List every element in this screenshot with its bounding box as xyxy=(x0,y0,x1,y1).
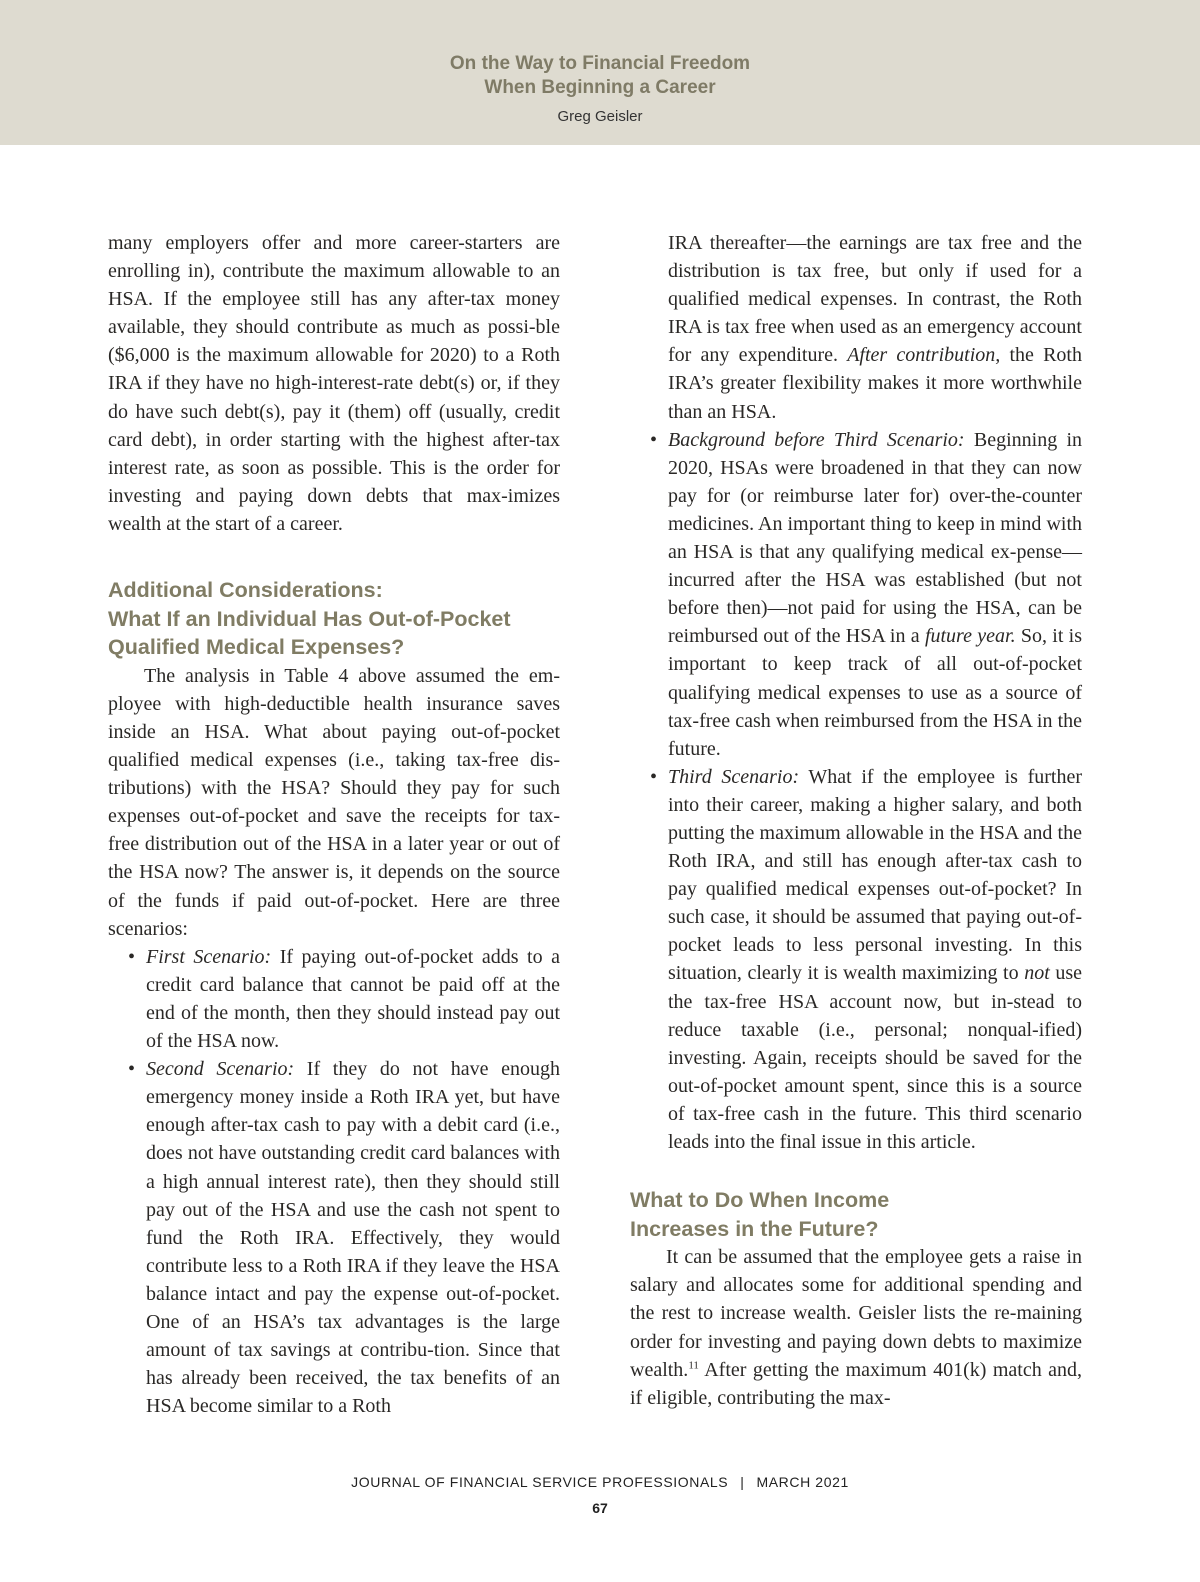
heading-line: Qualified Medical Expenses? xyxy=(108,635,405,660)
heading-line: Additional Considerations: xyxy=(108,578,383,603)
left-column xyxy=(108,229,560,1420)
issue-date: MARCH 2021 xyxy=(756,1474,849,1490)
scenario-text: If they do not have enough emergency money inside a Roth IRA yet, but have enough after-tax cash to pay with a debit card (i.e., does not have outstanding credit card balances with a high annual interest rate), then they should still pay out of the HSA and use the cash not spent to fund the Roth IRA. Effectively, they would contribute less to a Roth IRA if they leave the HSA balance intact and pay the expense out-of-pocket. One of an HSA’s tax advantages is the large amount of tax savings at contribu-tion. Since that has already been received, the tax benefits of an HSA become similar to a Roth xyxy=(146,1058,560,1418)
section-heading-out-of-pocket xyxy=(108,576,560,662)
paragraph-analysis: The analysis in Table 4 above assumed the em-ployee with high-deductible health insurance saves inside an HSA. What about paying out-of-pocket qualified medical expenses (i.e., taking tax-free dis-tributions) with the HSA? Should they pay for such expenses out-of-pocket and save the receipts for tax-free distribution out of the HSA in a later year or out of the HSA now? The answer is, it depends on the source of the funds if paid out-of-pocket. Here are three scenarios: xyxy=(108,664,560,940)
body-text: After getting the maximum 401(k) match and, if eligible, contributing the max- xyxy=(630,1358,1082,1409)
scenario-text: So, it is important to keep track of all out-of-pocket qualifying medical expenses to use as a source of tax-free cash when reimbursed from the HSA in the future. xyxy=(668,625,1082,760)
list-item-first-scenario xyxy=(108,943,560,1055)
footer-separator: | xyxy=(740,1474,745,1490)
list-item-background xyxy=(630,426,1082,763)
heading-line: Increases in the Future? xyxy=(630,1216,879,1241)
bullet-icon: • xyxy=(650,428,658,451)
heading-line: What If an Individual Has Out-of-Pocket xyxy=(108,606,511,631)
bullet-icon: • xyxy=(128,1058,136,1081)
right-column xyxy=(630,229,1082,1412)
scenario-list-continued xyxy=(630,426,1082,1156)
scenario-label: Third Scenario: xyxy=(668,765,800,788)
bullet-icon: • xyxy=(650,765,658,788)
article-title xyxy=(0,52,1200,100)
emphasis-text: not xyxy=(1024,962,1050,985)
footnote-reference: 11 xyxy=(688,1359,699,1371)
article-title-line2: When Beginning a Career xyxy=(484,77,716,98)
scenario-text: What if the employee is further into their career, making a higher salary, and both putting the maximum allowable in the HSA and the Roth IRA, and still has enough after-tax cash to pay qualified medical expenses out-of-pocket? In such case, it should be assumed that paying out-of-pocket leads to less personal investing. In this situation, clearly it is wealth maximizing to xyxy=(668,765,1082,985)
article-title-line1: On the Way to Financial Freedom xyxy=(449,53,751,74)
scenario-text: use the tax-free HSA account now, but in-stead to reduce taxable (i.e., personal; nonqual-ified) investing. Again, receipts should be saved for the out-of-pocket amount spent, since this is a source of tax-free cash in the future. This third scenario leads into the final issue in this article. xyxy=(668,962,1082,1153)
paragraph-continued-bullet xyxy=(630,229,1082,426)
scenario-label: Second Scenario: xyxy=(146,1058,295,1081)
page-number: 67 xyxy=(592,1500,608,1516)
journal-name: JOURNAL OF FINANCIAL SERVICE PROFESSIONALS xyxy=(351,1474,729,1490)
heading-line: What to Do When Income xyxy=(630,1188,890,1213)
scenario-text: Beginning in 2020, HSAs were broadened in that they can now pay for (or reimburse later for) over-the-counter medicines. An important thing to keep in mind with an HSA is that any qualifying medical ex-pense—incurred after the HSA was established (but not before then)—not paid for using the HSA, can be reimbursed out of the HSA in a xyxy=(668,428,1083,648)
list-item-second-scenario xyxy=(108,1055,560,1420)
scenario-list xyxy=(108,943,560,1421)
body-text: IRA thereafter—the earnings are tax free and the distribution is tax free, but only if used for a qualified medical expenses. In contrast, the Roth IRA is tax free when used as an emergency account for any expenditure. xyxy=(668,232,1082,367)
running-header xyxy=(0,0,1200,145)
scenario-label: Background before Third Scenario: xyxy=(668,428,965,451)
scenario-text: If paying out-of-pocket adds to a credit card balance that cannot be paid off at the end of the month, then they should instead pay out of the HSA now. xyxy=(146,945,560,1053)
section-heading-income-increases xyxy=(630,1186,1082,1243)
paragraph-continued: many employers offer and more career-starters are enrolling in), contribute the maximum allowable to an HSA. If the employee still has any after-tax money available, they should contribute as much as possi-ble ($6,000 is the maximum allowable for 2020) to a Roth IRA if they have no high-interest-rate debt(s) or, if they do have such debt(s), pay it (them) off (usually, credit card debt), in order starting with the highest after-tax interest rate, as soon as possible. This is the order for investing and paying down debts that max-imizes wealth at the start of a career. xyxy=(108,232,560,535)
scenario-label: First Scenario: xyxy=(146,945,272,968)
body-text: It can be assumed that the employee gets a raise in salary and allocates some for additional spending and the rest to increase wealth. Geisler lists the re-maining order for investing and paying down debts to maximize wealth. xyxy=(630,1246,1082,1381)
emphasis-text: After contribution, xyxy=(847,344,1001,367)
emphasis-text: future year. xyxy=(924,625,1016,648)
body-text: the Roth IRA’s greater flexibility makes it more worthwhile than an HSA. xyxy=(668,344,1082,423)
bullet-icon: • xyxy=(128,945,136,968)
paragraph-income xyxy=(630,1243,1082,1412)
author-name: Greg Geisler xyxy=(557,108,643,125)
footer-journal-line xyxy=(0,1474,1200,1490)
list-item-third-scenario xyxy=(630,763,1082,1156)
